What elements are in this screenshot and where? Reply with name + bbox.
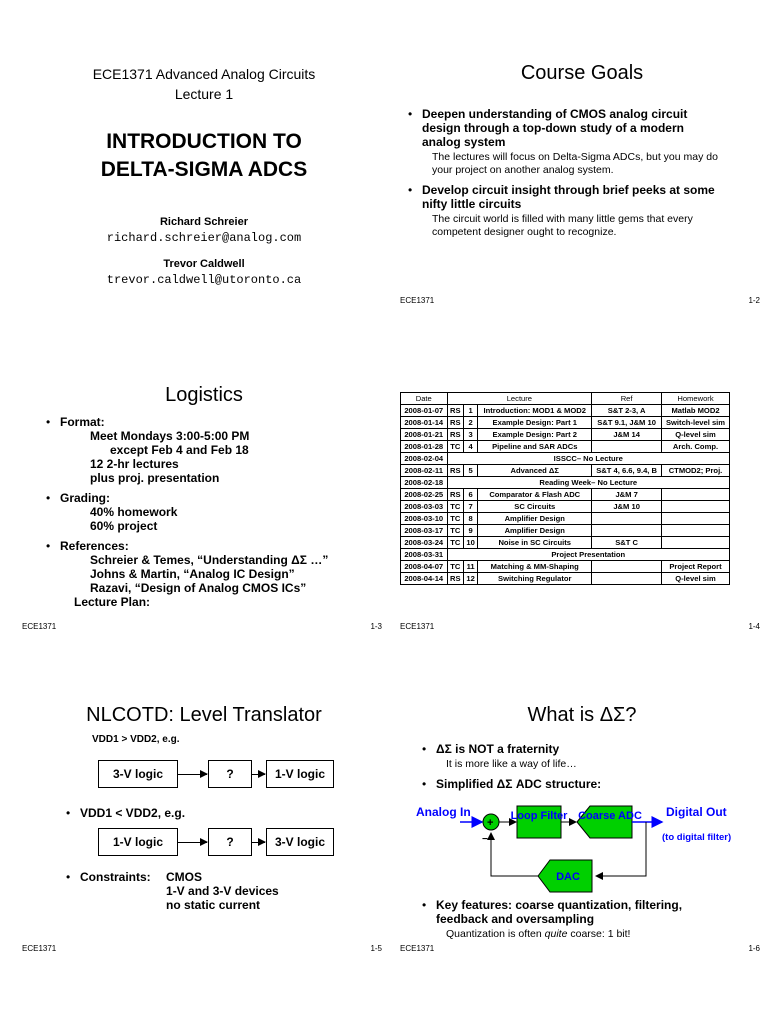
table-row bbox=[401, 441, 730, 453]
table-cell: Matching & MM-Shaping bbox=[478, 561, 592, 573]
title-line-1: INTRODUCTION TO bbox=[106, 130, 302, 153]
arrow bbox=[251, 842, 265, 843]
case-2-input-box: 1-V logic bbox=[98, 828, 178, 856]
table-cell: Comparator & Flash ADC bbox=[478, 489, 592, 501]
table-cell: 2008-03-24 bbox=[401, 537, 448, 549]
table-cell: 2008-03-31 bbox=[401, 549, 448, 561]
case-1-label: VDD1 > VDD2, e.g. bbox=[92, 734, 180, 745]
table-row bbox=[401, 465, 730, 477]
table-cell bbox=[662, 501, 730, 513]
digital-out-label: Digital Out bbox=[666, 805, 727, 819]
delta-sigma-block-diagram bbox=[400, 796, 764, 906]
table-cell bbox=[662, 489, 730, 501]
table-cell bbox=[592, 561, 662, 573]
slide-schedule bbox=[400, 378, 764, 698]
table-cell: Advanced ΔΣ bbox=[478, 465, 592, 477]
format-bullet: • Format: Meet Mondays 3:00-5:00 PM except Feb 4 and Feb 18 12 2-hr lectures plus proj. presentation bbox=[60, 415, 386, 485]
case-1-input-box: 3-V logic bbox=[98, 760, 178, 788]
grading-bullet: • Grading: 40% homework 60% project bbox=[60, 491, 386, 533]
table-cell: 2008-04-07 bbox=[401, 561, 448, 573]
footer-page: 1-4 bbox=[748, 622, 760, 631]
footer-course: ECE1371 bbox=[400, 296, 435, 305]
case-1-translator-box: ? bbox=[208, 760, 252, 788]
constraints-bullet: • Constraints: CMOS 1-V and 3-V devices no static current bbox=[80, 870, 279, 912]
footer-page: 1-5 bbox=[370, 944, 382, 953]
table-cell: S&T 9.1, J&M 10 bbox=[592, 417, 662, 429]
author-1-name: Richard Schreier bbox=[159, 216, 249, 228]
table-cell: 8 bbox=[464, 513, 478, 525]
footer-course: ECE1371 bbox=[400, 944, 435, 953]
table-cell: TC bbox=[447, 501, 464, 513]
table-cell bbox=[662, 525, 730, 537]
table-cell: 2008-03-03 bbox=[401, 501, 448, 513]
table-row bbox=[401, 537, 730, 549]
table-cell: TC bbox=[447, 525, 464, 537]
table-cell: S&T 4, 6.6, 9.4, B bbox=[592, 465, 662, 477]
analog-in-label: Analog In bbox=[416, 805, 471, 819]
table-row bbox=[401, 513, 730, 525]
table-cell: 2008-04-14 bbox=[401, 573, 448, 585]
table-cell bbox=[662, 537, 730, 549]
table-cell: 2008-03-17 bbox=[401, 525, 448, 537]
table-cell: S&T C bbox=[592, 537, 662, 549]
lecture-plan-label: Lecture Plan: bbox=[74, 595, 151, 609]
table-row bbox=[401, 477, 730, 489]
table-row bbox=[401, 489, 730, 501]
svg-text:+: + bbox=[487, 817, 494, 829]
table-cell: RS bbox=[447, 489, 464, 501]
table-cell: J&M 7 bbox=[592, 489, 662, 501]
table-cell: Example Design: Part 1 bbox=[478, 417, 592, 429]
table-cell: 7 bbox=[464, 501, 478, 513]
table-cell bbox=[592, 525, 662, 537]
svg-text:−: − bbox=[482, 834, 488, 845]
table-cell: J&M 10 bbox=[592, 501, 662, 513]
footer-page: 1-3 bbox=[370, 622, 382, 631]
table-cell: Pipeline and SAR ADCs bbox=[478, 441, 592, 453]
table-row bbox=[401, 573, 730, 585]
table-cell: 2 bbox=[464, 417, 478, 429]
footer-page: 1-6 bbox=[748, 944, 760, 953]
table-cell: Example Design: Part 2 bbox=[478, 429, 592, 441]
arrow bbox=[177, 774, 207, 775]
table-cell: 5 bbox=[464, 465, 478, 477]
table-cell: Project Report bbox=[662, 561, 730, 573]
table-cell: TC bbox=[447, 513, 464, 525]
coarse-adc-label: Coarse ADC bbox=[578, 810, 642, 822]
arrow bbox=[177, 842, 207, 843]
slide-what-is-delta-sigma bbox=[400, 700, 764, 1020]
table-row bbox=[401, 501, 730, 513]
table-cell: Q-level sim bbox=[662, 429, 730, 441]
table-cell: Project Presentation bbox=[447, 549, 730, 561]
table-row bbox=[401, 549, 730, 561]
table-cell: TC bbox=[447, 441, 464, 453]
table-cell: Matlab MOD2 bbox=[662, 405, 730, 417]
table-cell: RS bbox=[447, 429, 464, 441]
arrow bbox=[251, 774, 265, 775]
footer-course: ECE1371 bbox=[400, 622, 435, 631]
table-header: Date Lecture Ref Homework bbox=[401, 393, 730, 405]
table-cell: Q-level sim bbox=[662, 573, 730, 585]
table-cell: Reading Week– No Lecture bbox=[447, 477, 730, 489]
course-name: ECE1371 Advanced Analog Circuits bbox=[92, 66, 316, 82]
slide-title: NLCOTD: Level Translator bbox=[86, 704, 322, 726]
bullet-key-features: • Key features: coarse quantization, filtering, feedback and oversampling Quantization is often quite coarse: 1 bit! bbox=[436, 898, 726, 941]
table-row bbox=[401, 453, 730, 465]
table-cell: RS bbox=[447, 573, 464, 585]
table-cell: Amplifier Design bbox=[478, 525, 592, 537]
case-2-output-box: 3-V logic bbox=[266, 828, 334, 856]
table-cell bbox=[592, 441, 662, 453]
table-row bbox=[401, 405, 730, 417]
title-line-2: DELTA-SIGMA ADCS bbox=[100, 158, 308, 181]
table-cell: 12 bbox=[464, 573, 478, 585]
table-cell: J&M 14 bbox=[592, 429, 662, 441]
case-2-label: • VDD1 < VDD2, e.g. bbox=[80, 806, 185, 820]
table-cell bbox=[592, 573, 662, 585]
table-cell: 11 bbox=[464, 561, 478, 573]
table-cell: ISSCC– No Lecture bbox=[447, 453, 730, 465]
goal-sub-1: The lectures will focus on Delta-Sigma ADCs, but you may do your project on another analog system. bbox=[432, 151, 718, 176]
slide-title-page bbox=[22, 52, 386, 372]
slide-title: Course Goals bbox=[520, 62, 644, 84]
slide-title: What is ΔΣ? bbox=[527, 704, 637, 726]
table-row bbox=[401, 525, 730, 537]
table-cell: RS bbox=[447, 405, 464, 417]
table-cell: 2008-02-04 bbox=[401, 453, 448, 465]
references-bullet: • References: Schreier & Temes, “Understanding ΔΣ …” Johns & Martin, “Analog IC Design” Razavi, “Design of Analog CMOS ICs” Lecture Plan: bbox=[60, 539, 386, 609]
table-cell: SC Circuits bbox=[478, 501, 592, 513]
to-digital-filter-label: (to digital filter) bbox=[662, 832, 732, 843]
slide-course-goals bbox=[400, 52, 764, 372]
quantization-note: Quantization is often quite coarse: 1 bit! bbox=[446, 928, 631, 940]
table-cell: Amplifier Design bbox=[478, 513, 592, 525]
bullet-structure: • Simplified ΔΣ ADC structure: bbox=[436, 777, 601, 791]
footer-course: ECE1371 bbox=[22, 622, 57, 631]
table-cell: 10 bbox=[464, 537, 478, 549]
table-cell bbox=[662, 513, 730, 525]
schedule-table bbox=[400, 392, 730, 585]
table-cell: Introduction: MOD1 & MOD2 bbox=[478, 405, 592, 417]
case-1-output-box: 1-V logic bbox=[266, 760, 334, 788]
table-row bbox=[401, 429, 730, 441]
dac-label: DAC bbox=[556, 871, 580, 883]
goal-bullet-2: • Develop circuit insight through brief peeks at some nifty little circuits The circuit world is filled with many little gems that every competent designer ought to recognize. bbox=[422, 183, 722, 239]
slide-level-translator bbox=[22, 700, 386, 1020]
loop-filter-label: Loop Filter bbox=[510, 810, 568, 822]
table-row bbox=[401, 561, 730, 573]
table-cell: Arch. Comp. bbox=[662, 441, 730, 453]
table-cell: CTMOD2; Proj. bbox=[662, 465, 730, 477]
table-cell: TC bbox=[447, 561, 464, 573]
table-cell: 2008-03-10 bbox=[401, 513, 448, 525]
table-cell: 2008-02-11 bbox=[401, 465, 448, 477]
bullet-fraternity: • ΔΣ is NOT a fraternity It is more like a way of life… bbox=[436, 742, 601, 771]
table-cell: RS bbox=[447, 465, 464, 477]
table-cell bbox=[592, 513, 662, 525]
slide-title: Logistics bbox=[165, 384, 243, 406]
table-cell: 2008-01-07 bbox=[401, 405, 448, 417]
table-cell: 2008-01-21 bbox=[401, 429, 448, 441]
footer-course: ECE1371 bbox=[22, 944, 57, 953]
table-cell: Switch-level sim bbox=[662, 417, 730, 429]
author-2-name: Trevor Caldwell bbox=[163, 258, 245, 270]
table-cell: 4 bbox=[464, 441, 478, 453]
table-cell: Switching Regulator bbox=[478, 573, 592, 585]
lecture-number: Lecture 1 bbox=[174, 86, 234, 102]
case-2-translator-box: ? bbox=[208, 828, 252, 856]
table-cell: RS bbox=[447, 417, 464, 429]
author-2-email: trevor.caldwell@utoronto.ca bbox=[106, 273, 302, 287]
table-cell: 2008-01-14 bbox=[401, 417, 448, 429]
table-cell: 9 bbox=[464, 525, 478, 537]
table-cell: Noise in SC Circuits bbox=[478, 537, 592, 549]
footer-page: 1-2 bbox=[748, 296, 760, 305]
table-cell: 2008-01-28 bbox=[401, 441, 448, 453]
slide-logistics bbox=[22, 378, 386, 698]
table-cell: 2008-02-25 bbox=[401, 489, 448, 501]
table-row bbox=[401, 417, 730, 429]
table-cell: TC bbox=[447, 537, 464, 549]
goal-bullet-1: • Deepen understanding of CMOS analog circuit design through a top-down study of a modern analog system The lectures will focus on Delta-Sigma ADCs, but you may do your project on another analog system. bbox=[422, 107, 722, 177]
table-cell: S&T 2-3, A bbox=[592, 405, 662, 417]
feedback-line bbox=[491, 833, 538, 876]
table-cell: 2008-02-18 bbox=[401, 477, 448, 489]
goal-sub-2: The circuit world is filled with many little gems that every competent designer ought to recognize. bbox=[432, 213, 693, 238]
author-1-email: richard.schreier@analog.com bbox=[106, 231, 302, 245]
table-cell: 1 bbox=[464, 405, 478, 417]
table-cell: 3 bbox=[464, 429, 478, 441]
table-cell: 6 bbox=[464, 489, 478, 501]
